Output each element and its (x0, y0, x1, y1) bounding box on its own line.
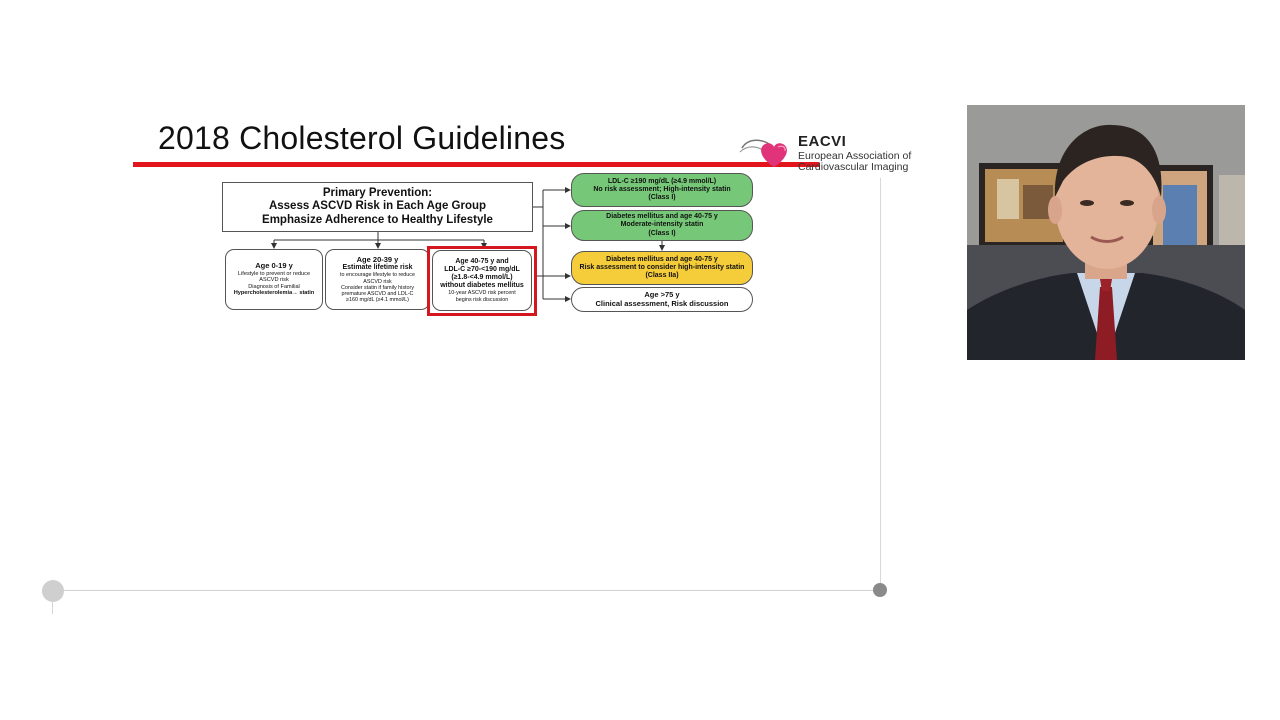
age-20-39-box (325, 249, 430, 310)
diabetes-moderate-line-3: (Class I) (648, 229, 676, 237)
age-20-39-line-6: premature ASCVD and LDL-C (341, 290, 414, 297)
diabetes-high-box (571, 251, 753, 285)
ldl-190-line-2: No risk assessment; High-intensity statin (593, 185, 731, 193)
age-0-19-line-3: ASCVD risk (259, 277, 289, 284)
diabetes-high-line-3: (Class IIa) (645, 272, 679, 280)
ldl-190-line-3: (Class I) (648, 194, 676, 202)
presenter-webcam (967, 105, 1245, 360)
age-75-line-1: Age >75 y (644, 289, 680, 299)
diabetes-high-line-1: Diabetes mellitus and age 40-75 y (606, 255, 718, 263)
ldl-190-line-1: LDL-C ≥190 mg/dL (≥4.9 mmol/L) (607, 177, 717, 185)
age-0-19-box (225, 249, 323, 310)
age-40-75-line-3: (≥1.8-<4.9 mmol/L) (451, 274, 513, 282)
logo-abbreviation: EACVI (798, 133, 847, 150)
logo-name-line-1: European Association of (798, 150, 912, 162)
diabetes-moderate-box (571, 210, 753, 241)
age-20-39-line-4: ASCVD risk (363, 278, 392, 285)
logo-name-line-2: Cardiovascular Imaging (798, 161, 909, 173)
primary-prevention-line-1: Primary Prevention: (322, 187, 433, 200)
age-0-19-line-1: Age 0-19 y (255, 261, 293, 271)
age-40-75-box (432, 250, 532, 311)
progress-start-handle[interactable] (42, 580, 64, 602)
presenter-video-icon (967, 105, 1245, 360)
slide-title: 2018 Cholesterol Guidelines (158, 120, 566, 156)
age-40-75-line-5: 10-year ASCVD risk percent (448, 290, 516, 297)
ldl-190-box (571, 173, 753, 207)
progress-track[interactable] (53, 590, 880, 591)
age-0-19-line-2: Lifestyle to prevent or reduce (237, 270, 311, 277)
age-0-19-line-5: Hypercholesterolemia→ statin (233, 290, 315, 297)
progress-start-tick (52, 602, 53, 614)
age-75-box (571, 287, 753, 312)
progress-end-handle[interactable] (873, 583, 887, 597)
age-20-39-line-1: Age 20-39 y (356, 254, 399, 264)
primary-prevention-line-2: Assess ASCVD Risk in Each Age Group (268, 200, 487, 213)
age-20-39-line-7: ≥160 mg/dL (≥4.1 mmol/L) (346, 297, 409, 304)
age-40-75-line-4: without diabetes mellitus (440, 282, 524, 290)
age-40-75-line-2: LDL-C ≥70-<190 mg/dL (444, 266, 520, 274)
age-20-39-line-5: Consider statin if family history (340, 284, 415, 291)
age-40-75-line-1: Age 40-75 y and (455, 258, 509, 266)
primary-prevention-box (222, 182, 533, 232)
slide-right-edge (880, 178, 881, 590)
age-20-39-line-2: Estimate lifetime risk (342, 264, 413, 272)
diabetes-moderate-line-2: Moderate-intensity statin (620, 221, 704, 229)
diabetes-moderate-line-1: Diabetes mellitus and age 40-75 y (606, 213, 718, 221)
age-20-39-line-3: to encourage lifestyle to reduce (340, 272, 415, 279)
diabetes-high-line-2: Risk assessment to consider high-intensity statin (579, 263, 745, 271)
age-0-19-line-4: Diagnosis of Familial (248, 283, 300, 290)
age-75-line-2: Clinical assessment, Risk discussion (595, 298, 729, 308)
age-40-75-line-6: begins risk discussion (455, 296, 509, 303)
primary-prevention-line-3: Emphasize Adherence to Healthy Lifestyle (262, 213, 493, 226)
